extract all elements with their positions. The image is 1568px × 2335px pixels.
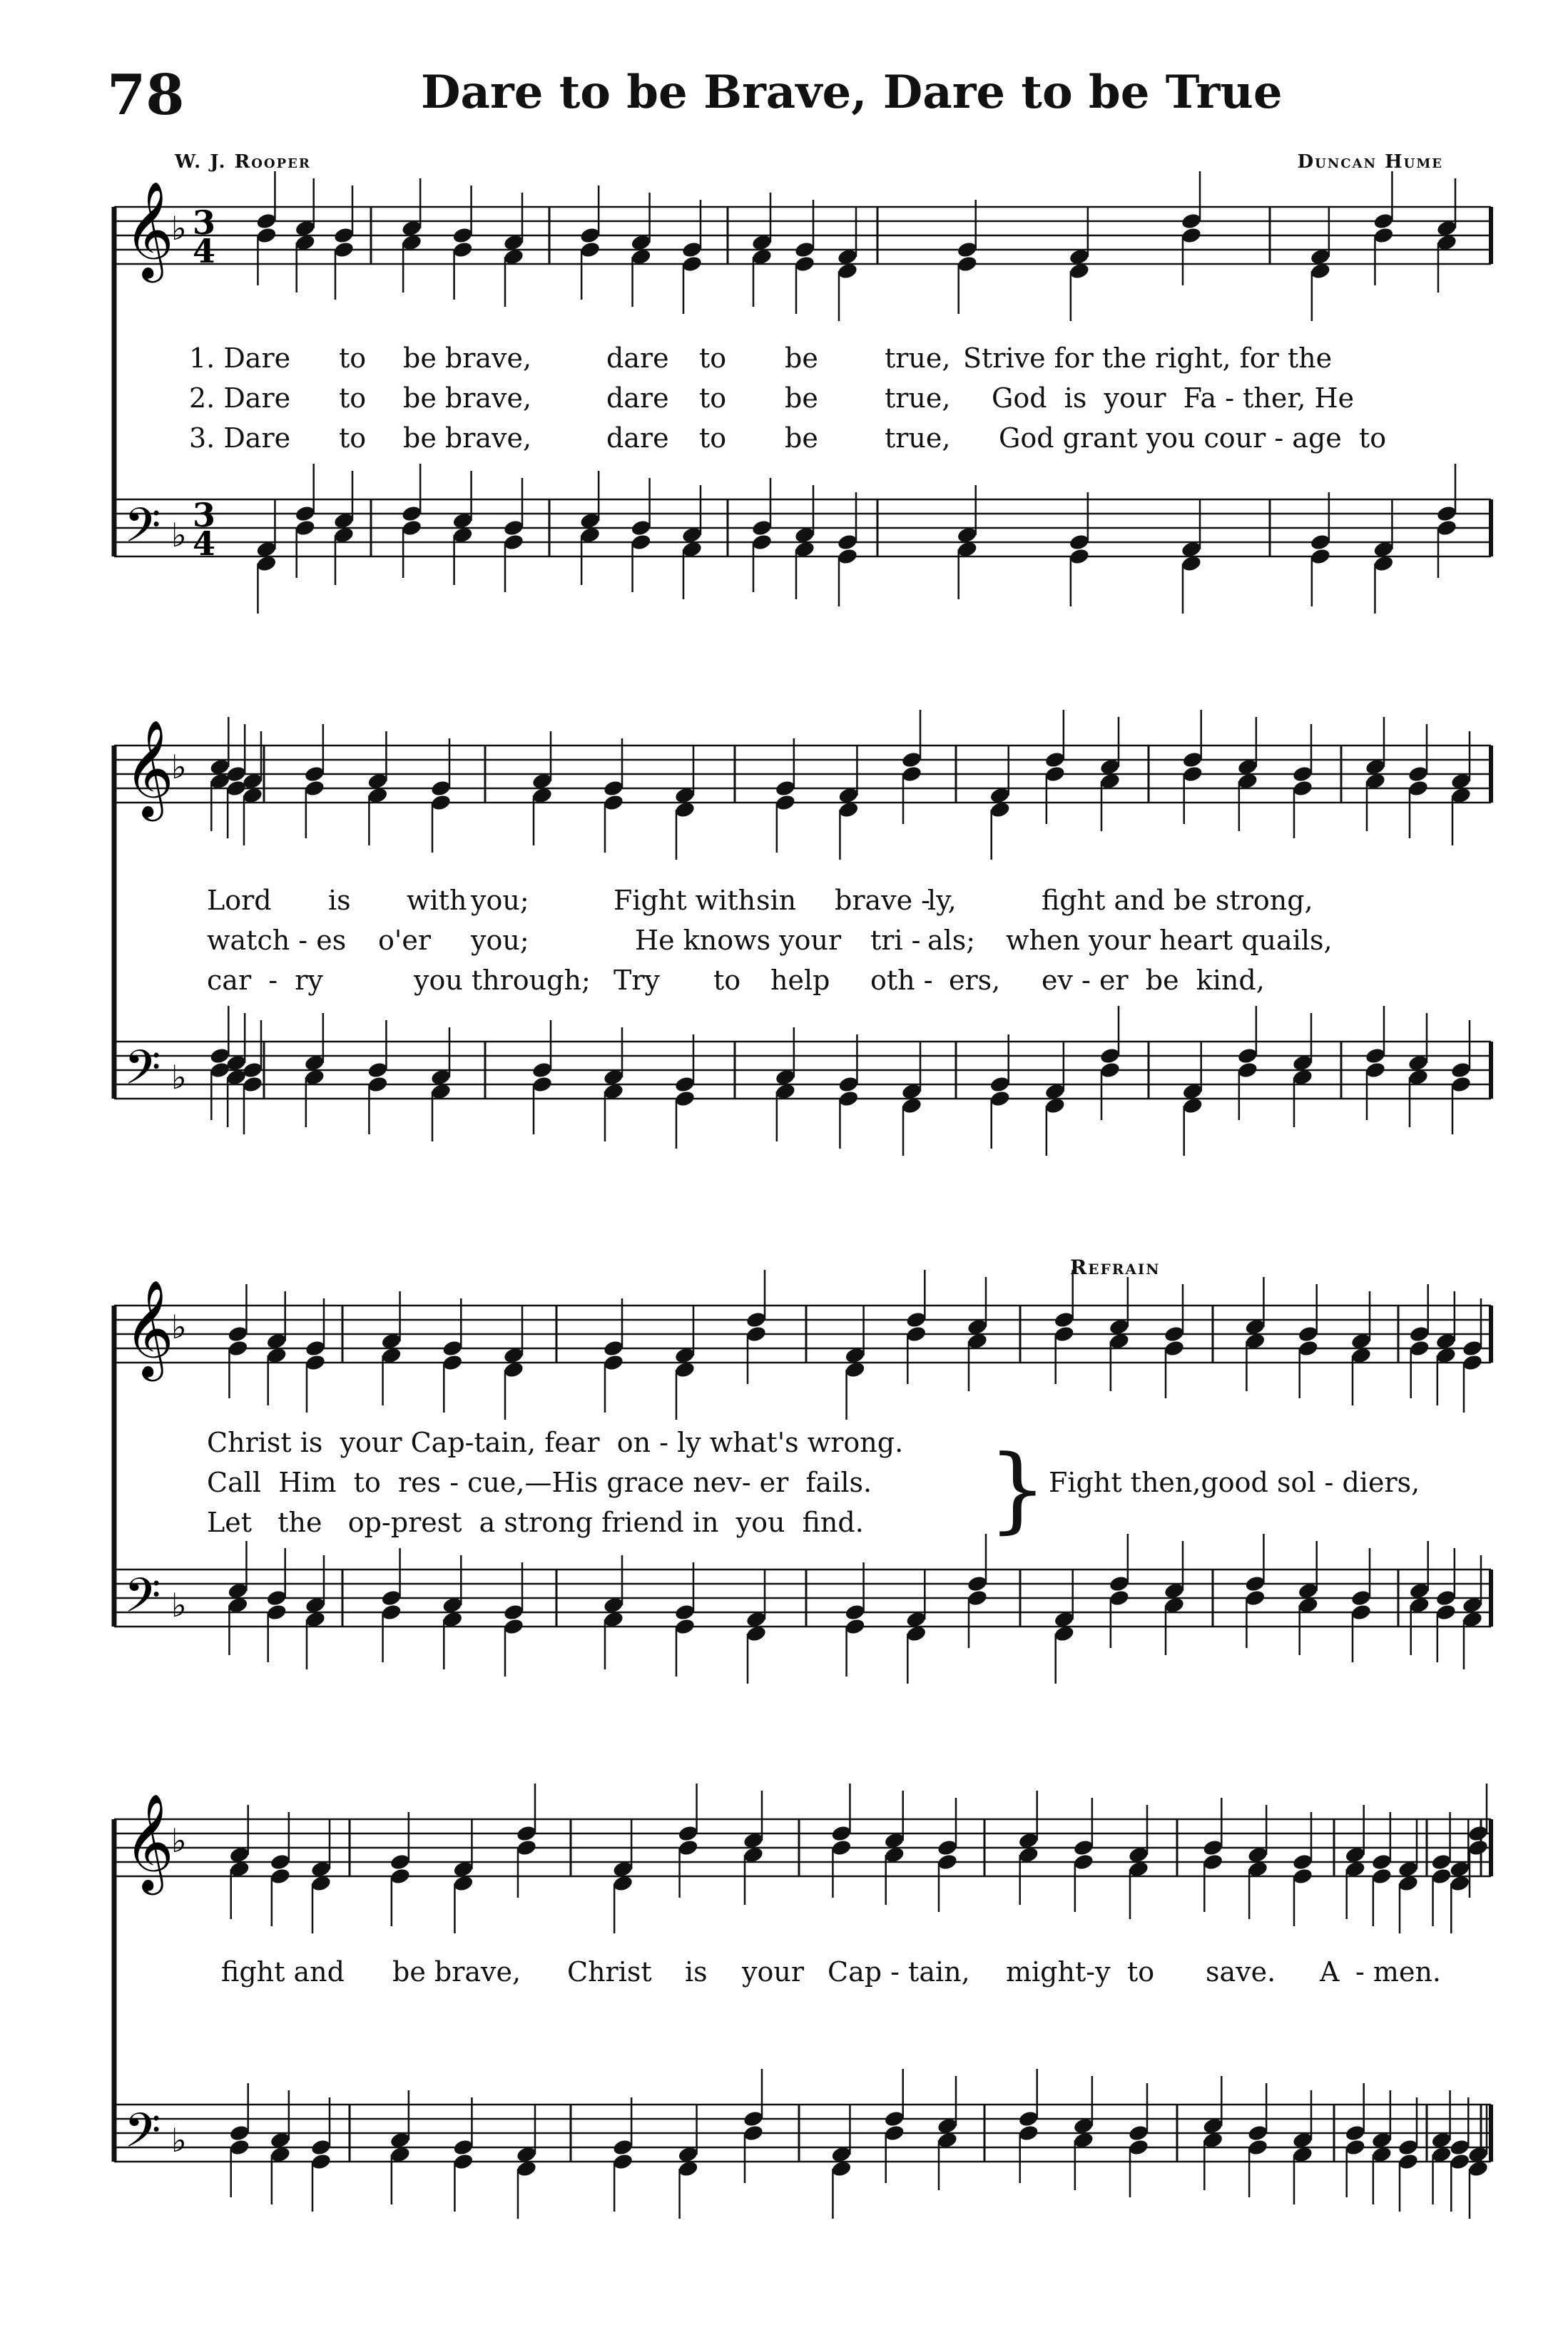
note-head (304, 765, 326, 783)
bass-staff (114, 464, 1491, 614)
note-head (905, 1325, 927, 1343)
lyric-word: be brave, (403, 422, 532, 454)
note-head (1109, 1575, 1131, 1593)
lyric-word: be (785, 342, 818, 374)
lyric-word: you; (471, 885, 529, 916)
lyric-word: dare (606, 422, 669, 454)
lyric-word: fight and (221, 1956, 345, 1988)
note-head (1365, 1061, 1387, 1079)
note-head (401, 519, 423, 537)
lyric-word: watch - es (207, 925, 347, 956)
lyric-word: to (339, 382, 367, 414)
note-head (452, 240, 474, 259)
note-head (743, 2110, 765, 2128)
music-system-1 (114, 180, 1491, 635)
lyric-word: be (785, 382, 818, 414)
lyric-word: true, (885, 382, 951, 414)
note-head (503, 519, 525, 537)
note-head (1069, 533, 1091, 551)
note-head (209, 1047, 231, 1065)
note-head (1237, 1061, 1259, 1079)
lyric-word: be brave, (392, 1956, 521, 1988)
note-head (1053, 1311, 1075, 1329)
note-head (1099, 1061, 1121, 1079)
note-head (1436, 519, 1458, 537)
key-signature-flat-icon: ♭ (171, 1586, 187, 1624)
lyric-word: God grant you cour - age to (999, 422, 1387, 454)
lyric-word: tri - (870, 925, 921, 956)
note-head (1181, 751, 1203, 769)
note-head (844, 1603, 866, 1622)
lyric-word: dare (606, 382, 669, 414)
treble-clef-icon: 𝄞 (124, 1278, 174, 1377)
note-head (516, 1824, 538, 1843)
note-head (1053, 1325, 1075, 1343)
note-head (838, 1089, 860, 1108)
note-head (1181, 226, 1203, 245)
lyric-word: when your heart quails, (1006, 925, 1333, 956)
treble-clef-icon: 𝄞 (124, 1792, 174, 1891)
note-head (1292, 1867, 1314, 1886)
note-head (883, 2124, 905, 2142)
note-head (1449, 2138, 1471, 2157)
lyric-word: Lord (207, 885, 272, 916)
note-head (989, 1075, 1011, 1094)
time-signature-icon: 3 (193, 203, 216, 242)
time-signature-icon: 4 (193, 232, 216, 270)
note-head (228, 2124, 250, 2142)
note-head (1017, 2124, 1039, 2142)
lyric-word: to (339, 342, 367, 374)
note-head (603, 1353, 625, 1372)
lyricist-credit: W. J. Rooper (175, 151, 311, 173)
note-head (1310, 533, 1332, 551)
key-signature-flat-icon: ♭ (171, 1308, 187, 1346)
note-head (901, 751, 923, 769)
note-head (674, 1617, 696, 1636)
note-head (242, 1075, 264, 1094)
lyric-word: oth - (870, 965, 933, 996)
treble-staff (114, 710, 1491, 860)
note-head (265, 1603, 287, 1622)
note-head (745, 1311, 768, 1329)
note-head (1430, 1867, 1452, 1886)
note-head (1292, 779, 1314, 798)
note-head (1017, 2110, 1039, 2128)
note-head (503, 533, 525, 551)
hymn-title: Dare to be Brave, Dare to be True (421, 66, 1283, 119)
note-head (1099, 1047, 1121, 1065)
note-head (603, 793, 625, 812)
note-head (989, 1089, 1011, 1108)
note-head (1467, 1838, 1490, 1857)
note-head (745, 1325, 768, 1343)
time-signature-icon: 3 (193, 496, 216, 534)
note-head (794, 255, 816, 273)
treble-staff (114, 1270, 1491, 1420)
note-head (227, 1339, 249, 1358)
note-head (1373, 226, 1395, 245)
treble-staff (114, 171, 1491, 321)
note-head (305, 1353, 327, 1372)
note-head (579, 226, 601, 245)
note-head (1109, 1589, 1131, 1607)
note-head (681, 255, 703, 273)
key-signature-flat-icon: ♭ (171, 748, 187, 786)
lyric-word: A (1320, 1956, 1340, 1988)
note-head (837, 533, 859, 551)
lyric-word: Let the op-prest a strong friend in you find. (207, 1507, 864, 1538)
note-head (751, 533, 773, 551)
note-head (1297, 1325, 1319, 1343)
note-head (674, 1089, 696, 1108)
note-head (677, 1824, 699, 1843)
note-head (630, 519, 652, 537)
lyric-word: 1. Dare (189, 342, 291, 374)
note-head (390, 1867, 412, 1886)
note-head (1044, 751, 1066, 769)
note-head (579, 240, 601, 259)
note-head (1310, 547, 1332, 566)
note-head (612, 2138, 634, 2157)
note-head (1365, 1047, 1387, 1065)
note-head (1408, 1325, 1430, 1343)
time-signature-icon: 4 (193, 524, 216, 563)
lyric-word: might-y (1006, 1956, 1111, 1988)
note-head (1344, 2124, 1366, 2142)
note-head (1371, 1867, 1393, 1886)
note-head (1462, 1353, 1484, 1372)
note-head (310, 2152, 332, 2171)
note-head (255, 226, 278, 245)
note-head (1292, 765, 1314, 783)
note-head (844, 1617, 866, 1636)
key-signature-flat-icon: ♭ (171, 2121, 187, 2160)
bass-staff (114, 1534, 1491, 1684)
note-head (837, 547, 859, 566)
note-head (265, 1589, 287, 1607)
note-head (531, 1061, 554, 1079)
note-head (1164, 1325, 1186, 1343)
note-head (1073, 1838, 1095, 1857)
refrain-lyric: Fight then,good sol - diers, (1049, 1467, 1420, 1498)
note-head (956, 255, 978, 273)
note-head (1044, 765, 1066, 783)
bass-staff (114, 2069, 1491, 2219)
lyric-word: sin (756, 885, 797, 916)
lyric-word: to (713, 965, 741, 996)
note-head (1408, 1339, 1430, 1358)
note-head (838, 1075, 860, 1094)
note-head (681, 240, 703, 259)
note-head (1398, 2152, 1420, 2171)
treble-clef-icon: 𝄞 (124, 180, 174, 278)
treble-clef-icon: 𝄞 (124, 718, 174, 817)
key-signature-flat-icon: ♭ (171, 209, 187, 248)
note-head (1350, 1589, 1373, 1607)
note-head (516, 1838, 538, 1857)
note-head (227, 1325, 249, 1343)
verse-brace: } (988, 1435, 1047, 1543)
note-head (677, 1838, 699, 1857)
note-head (1467, 1824, 1490, 1843)
note-head (674, 1603, 696, 1622)
lyric-word: Call Him to res - cue,—His grace nev- er fails. (207, 1467, 872, 1498)
lyric-word: be (785, 422, 818, 454)
lyric-word: - men. (1355, 1956, 1441, 1988)
note-head (430, 779, 452, 798)
note-head (937, 1838, 959, 1857)
composer-credit: Duncan Hume (1297, 151, 1443, 173)
note-head (1371, 1853, 1393, 1871)
note-head (1436, 504, 1458, 523)
note-head (228, 2138, 250, 2157)
lyric-word: is (328, 885, 351, 916)
lyric-word: Fight with (614, 885, 756, 916)
note-head (380, 1603, 402, 1622)
note-head (603, 1339, 625, 1358)
note-head (1450, 1061, 1472, 1079)
note-head (883, 2110, 905, 2128)
note-head (1244, 1589, 1266, 1607)
note-head (452, 2138, 474, 2157)
music-system-2 (114, 718, 1491, 1174)
note-head (901, 765, 923, 783)
lyric-word: true, (885, 342, 951, 374)
lyric-word: als; (927, 925, 976, 956)
lyric-word: Strive for the right, for the (963, 342, 1333, 374)
note-head (937, 1853, 959, 1871)
note-head (1181, 212, 1203, 230)
bass-clef-icon: 𝄢 (124, 1040, 161, 1107)
key-signature-flat-icon: ♭ (171, 516, 187, 554)
staff-pair-1 (114, 180, 1491, 635)
bass-clef-icon: 𝄢 (124, 2103, 161, 2169)
note-head (1398, 2138, 1420, 2157)
lyric-word: 2. Dare (189, 382, 291, 414)
note-head (367, 1075, 389, 1094)
note-head (1181, 765, 1203, 783)
note-head (1164, 1339, 1186, 1358)
note-head (270, 1867, 292, 1886)
note-head (1247, 2124, 1269, 2142)
note-head (270, 1853, 292, 1871)
note-head (452, 226, 474, 245)
lyric-word: you; (471, 925, 529, 956)
lyric-word: God is your Fa - ther, He (992, 382, 1355, 414)
lyric-word: to (699, 422, 727, 454)
note-head (503, 1617, 525, 1636)
note-head (1344, 2138, 1366, 2157)
note-head (531, 1075, 554, 1094)
music-system-4 (114, 1792, 1491, 2240)
note-head (905, 1311, 927, 1329)
lyric-word: you through; (414, 965, 591, 996)
hymn-number: 78 (107, 63, 185, 128)
note-head (794, 240, 816, 259)
note-head (503, 1603, 525, 1622)
note-head (310, 2138, 332, 2157)
note-head (1128, 2124, 1150, 2142)
lyric-word: ev - er be kind, (1042, 965, 1265, 996)
staff-pair-4 (114, 1792, 1491, 2240)
note-head (305, 1339, 327, 1358)
note-head (751, 519, 773, 537)
note-head (430, 793, 452, 812)
key-signature-flat-icon: ♭ (171, 1058, 187, 1097)
treble-staff (114, 1784, 1491, 1933)
note-head (603, 779, 625, 798)
lyric-word: true, (885, 422, 951, 454)
note-head (333, 240, 355, 259)
note-head (830, 1838, 852, 1857)
note-head (775, 779, 797, 798)
lyric-word: to (1127, 1956, 1155, 1988)
note-head (294, 504, 316, 523)
lyric-word: 3. Dare (189, 422, 291, 454)
note-head (390, 1853, 412, 1871)
note-head (367, 1061, 389, 1079)
note-head (452, 2152, 474, 2171)
lyric-word: be brave, (403, 382, 532, 414)
lyric-word: fight and be strong, (1042, 885, 1313, 916)
lyric-word: with (407, 885, 467, 916)
note-head (333, 226, 355, 245)
note-head (1244, 1575, 1266, 1593)
lyric-word: He knows your (635, 925, 842, 956)
note-head (304, 779, 326, 798)
lyric-word: be brave, (403, 342, 532, 374)
note-head (630, 533, 652, 551)
note-head (612, 2152, 634, 2171)
note-head (1073, 1853, 1095, 1871)
note-head (967, 1589, 989, 1607)
note-head (255, 212, 278, 230)
note-head (442, 1353, 464, 1372)
note-head (1292, 1853, 1314, 1871)
lyric-word: Christ is your Cap-tain, fear on - ly what's wrong. (207, 1427, 904, 1458)
lyric-word: Try (614, 965, 660, 996)
note-head (294, 519, 316, 537)
note-head (967, 1575, 989, 1593)
lyric-word: your (742, 1956, 804, 1988)
note-head (1373, 212, 1395, 230)
note-head (956, 240, 978, 259)
bass-clef-icon: 𝄢 (124, 1568, 161, 1634)
bass-staff (114, 1006, 1491, 1156)
note-head (1297, 1339, 1319, 1358)
note-head (830, 1824, 852, 1843)
lyric-word: ers, (949, 965, 1001, 996)
note-head (1069, 547, 1091, 566)
note-head (743, 2124, 765, 2142)
lyric-word: to (339, 422, 367, 454)
note-head (1202, 1853, 1224, 1871)
note-head (1462, 1339, 1484, 1358)
note-head (775, 793, 797, 812)
lyric-word: help (770, 965, 830, 996)
note-head (674, 1075, 696, 1094)
note-head (1435, 1589, 1457, 1607)
note-head (380, 1589, 402, 1607)
bass-clef-icon: 𝄢 (124, 498, 161, 564)
note-head (1237, 1047, 1259, 1065)
refrain-label: Refrain (1070, 1256, 1161, 1279)
note-head (1128, 2138, 1150, 2157)
lyric-word: is (685, 1956, 708, 1988)
music-system-3 (114, 1256, 1491, 1698)
lyric-word: Christ (567, 1956, 652, 1988)
lyric-word: dare (606, 342, 669, 374)
lyric-word: save. (1206, 1956, 1276, 1988)
note-head (1247, 2138, 1269, 2157)
lyric-word: car - ry (207, 965, 323, 996)
note-head (401, 504, 423, 523)
key-signature-flat-icon: ♭ (171, 1821, 187, 1860)
note-head (1449, 2152, 1471, 2171)
note-head (1350, 1603, 1373, 1622)
lyric-word: ly, (927, 885, 957, 916)
note-head (1450, 1075, 1472, 1094)
note-head (1407, 779, 1430, 798)
lyric-word: brave - (835, 885, 931, 916)
note-head (1430, 1853, 1452, 1871)
lyric-word: o'er (378, 925, 431, 956)
note-head (1202, 1838, 1224, 1857)
note-head (442, 1339, 464, 1358)
lyric-word: to (699, 342, 727, 374)
note-head (1407, 765, 1430, 783)
lyric-word: Cap - tain, (828, 1956, 970, 1988)
note-head (1435, 1603, 1457, 1622)
lyric-word: to (699, 382, 727, 414)
